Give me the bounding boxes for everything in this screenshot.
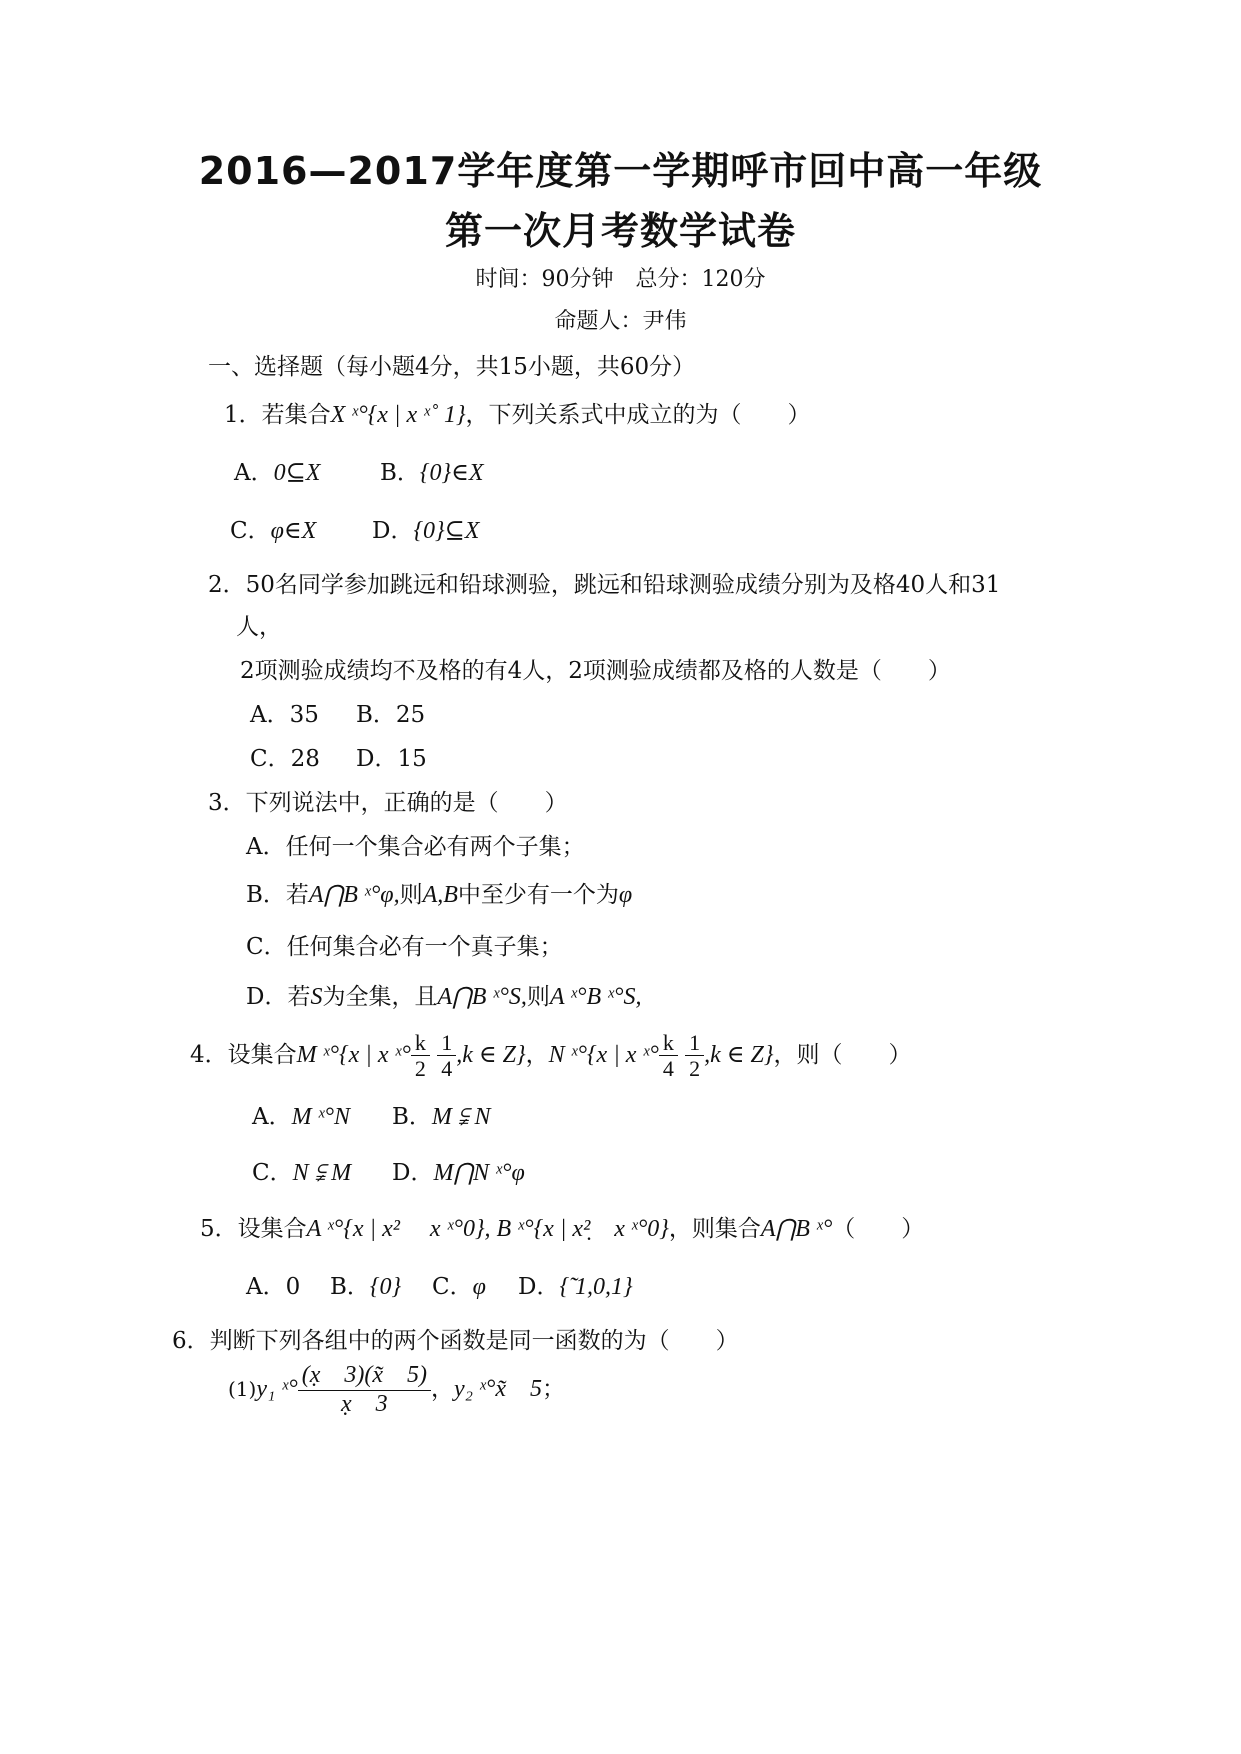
question-5-stem <box>200 1208 924 1243</box>
option-formula: A,B <box>422 882 458 908</box>
numerator: 1 <box>685 1030 704 1056</box>
option-formula: N ⫋ M <box>292 1160 352 1186</box>
separator: ， <box>431 1376 454 1403</box>
question-4-prefix: 4．设集合 <box>190 1041 297 1068</box>
denominator: x̣ 3 <box>341 1390 388 1417</box>
option-formula: φ <box>618 882 633 908</box>
option-label: B． <box>392 1104 432 1130</box>
option-label: D． <box>372 518 414 544</box>
question-1-prefix: 1．若集合 <box>224 402 331 428</box>
question-5-suffix: ，则集合 <box>668 1216 761 1242</box>
section-heading: 一、选择题（每小题4分，共15小题，共60分） <box>208 354 696 380</box>
denominator: 2 <box>414 1056 426 1082</box>
question-1-option-a <box>234 454 320 487</box>
question-1-option-c <box>230 512 316 545</box>
denominator: 4 <box>441 1056 453 1082</box>
option-formula: {0}∈X <box>419 460 484 486</box>
option-formula: M⋂N ˣ°φ <box>433 1160 525 1186</box>
option-formula: M ⫋ N <box>431 1104 491 1130</box>
question-4-stem <box>190 1030 912 1082</box>
item-end: ； <box>542 1376 566 1403</box>
option-label: B． <box>380 460 420 486</box>
fraction <box>437 1030 456 1082</box>
question-4-suffix: ，则（ ） <box>773 1041 912 1068</box>
question-2-line3: 2项测验成绩均不及格的有4人，2项测验成绩都及格的人数是（ ） <box>240 658 951 684</box>
option-formula: {0}⊆X <box>413 518 480 544</box>
option-formula: A ˣ°B ˣ°S, <box>549 984 642 1010</box>
option-formula: φ <box>472 1274 486 1300</box>
question-4-option-c <box>252 1154 351 1187</box>
option-text: 中至少有一个为 <box>457 882 619 908</box>
question-1-option-d <box>372 512 479 545</box>
option-formula: A⋂B ˣ°φ, <box>308 882 400 908</box>
question-5-option-b <box>330 1268 401 1301</box>
option-label: C． <box>252 1160 293 1186</box>
question-3-option-d <box>246 978 641 1011</box>
question-5-option-c <box>432 1268 486 1301</box>
set-m-tail: ,k ∈ Z} <box>456 1041 526 1068</box>
function-y2: y₂ ˣ°x̃ 5 <box>454 1376 543 1403</box>
exam-title-line2: 第一次月考数学试卷 <box>444 209 796 253</box>
option-label: A． <box>252 1104 292 1130</box>
fraction <box>298 1362 431 1418</box>
set-n-formula: N ˣ°{x | x ˣ° <box>548 1041 659 1068</box>
option-formula: φ∈X <box>270 518 317 544</box>
question-3-option-a: A．任何一个集合必有两个子集； <box>246 834 585 860</box>
fraction <box>659 1030 678 1082</box>
question-3-option-c: C．任何集合必有一个真子集； <box>246 934 563 960</box>
exam-time-info: 时间：90分钟 总分：120分 <box>475 267 766 292</box>
exam-author: 命题人：尹伟 <box>554 309 687 334</box>
question-3-option-b <box>246 876 632 909</box>
question-5-option-a: A．0 <box>246 1274 301 1300</box>
numerator: 1 <box>437 1030 456 1056</box>
option-label: C． <box>432 1274 473 1300</box>
set-n-tail: ,k ∈ Z} <box>704 1041 774 1068</box>
numerator: k <box>659 1030 678 1056</box>
question-4-option-d <box>392 1154 525 1187</box>
option-formula: S <box>310 984 323 1010</box>
option-label: D． <box>392 1160 434 1186</box>
denominator: 4 <box>662 1056 674 1082</box>
option-formula: {̃ 1,0,1} <box>559 1274 633 1300</box>
option-label: B．若 <box>246 882 309 908</box>
question-1-formula: X ˣ°{x | x ˣ˚ 1} <box>330 402 466 428</box>
fraction <box>411 1030 430 1082</box>
option-text: 则 <box>399 882 423 908</box>
option-label: D． <box>518 1274 560 1300</box>
function-y1: y₁ ˣ° <box>256 1376 298 1403</box>
option-formula: A⋂B ˣ°S, <box>437 984 527 1010</box>
question-6-stem: 6．判断下列各组中的两个函数是同一函数的为（ ） <box>172 1328 739 1354</box>
option-formula: 0⊆X <box>273 460 321 486</box>
question-6-item-1 <box>228 1362 565 1418</box>
exam-title-line1: 2016—2017学年度第一学期呼市回中高一年级 <box>198 149 1043 193</box>
item-label: (1) <box>228 1377 257 1402</box>
question-5-end: （ ） <box>832 1216 925 1242</box>
option-formula: {0} <box>369 1274 402 1300</box>
question-1-option-b <box>380 454 484 487</box>
question-1-stem <box>224 396 811 429</box>
question-5-formula2: A⋂B ˣ° <box>760 1216 833 1242</box>
question-2-option-b: B．25 <box>356 702 426 728</box>
option-label: A． <box>234 460 274 486</box>
question-4-option-a <box>252 1098 350 1131</box>
denominator: 2 <box>689 1056 701 1082</box>
numerator: (x̣ 3)(x̃ 5) <box>298 1362 431 1391</box>
question-2-option-a: A．35 <box>250 702 319 728</box>
question-2-line2: 人， <box>236 614 282 640</box>
question-2-option-c: C．28 <box>250 746 320 772</box>
question-3-stem: 3．下列说法中，正确的是（ ） <box>208 790 568 816</box>
question-5-prefix: 5．设集合 <box>200 1216 307 1242</box>
question-2-option-d: D．15 <box>356 746 427 772</box>
question-1-suffix: ，下列关系式中成立的为（ ） <box>465 402 811 428</box>
option-label: C． <box>230 518 271 544</box>
fraction <box>685 1030 704 1082</box>
question-5-formula: A ˣ°{x | x² x ˣ°0}, B ˣ°{x | x²̣ x ˣ°0} <box>306 1216 669 1242</box>
numerator: k <box>411 1030 430 1056</box>
question-4-option-b <box>392 1098 490 1131</box>
separator: ， <box>525 1041 549 1068</box>
question-2-line1: 2．50名同学参加跳远和铅球测验，跳远和铅球测验成绩分别为及格40人和31 <box>208 572 1001 598</box>
option-formula: M ˣ°N <box>291 1104 350 1130</box>
option-label: D．若 <box>246 984 311 1010</box>
question-5-option-d <box>518 1268 633 1301</box>
set-m-formula: M ˣ°{x | x ˣ° <box>296 1041 411 1068</box>
option-label: B． <box>330 1274 370 1300</box>
option-text: 为全集，且 <box>322 984 438 1010</box>
option-text: 则 <box>526 984 550 1010</box>
